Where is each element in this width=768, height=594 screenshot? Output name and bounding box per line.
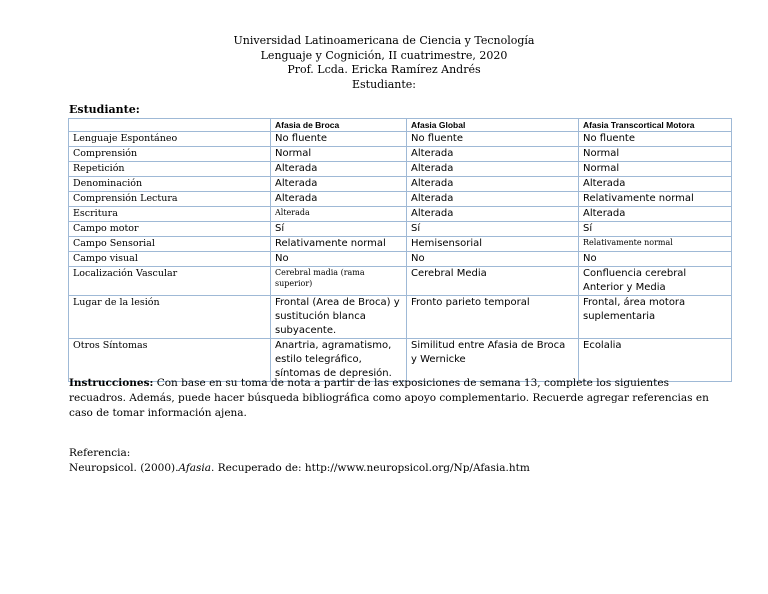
cell-broca: Frontal (Area de Broca) y sustitución blanca subyacente. xyxy=(271,296,407,339)
cell-global: Alterada xyxy=(407,147,579,162)
reference-title: Afasia xyxy=(178,462,212,474)
table-row xyxy=(69,162,732,177)
row-label: Lenguaje Espontáneo xyxy=(69,132,271,147)
table-row xyxy=(69,207,732,222)
table-row xyxy=(69,267,732,296)
cell-global: Fronto parieto temporal xyxy=(407,296,579,339)
student-label: Estudiante: xyxy=(69,103,140,116)
cell-global: Cerebral Media xyxy=(407,267,579,296)
cell-broca: Normal xyxy=(271,147,407,162)
student-line: Estudiante: xyxy=(351,77,417,91)
row-label: Campo motor xyxy=(69,222,271,237)
cell-transcortical: Relativamente normal xyxy=(579,237,732,252)
cell-transcortical: Frontal, área motora suplementaria xyxy=(579,296,732,339)
table-row xyxy=(69,192,732,207)
table-row xyxy=(69,132,732,147)
cell-transcortical: No xyxy=(579,252,732,267)
cell-transcortical: No fluente xyxy=(579,132,732,147)
cell-broca: Relativamente normal xyxy=(271,237,407,252)
instructions-text: Con base en su toma de nota a partir de las exposiciones de semana 13, complete los siguientes recuadros. Además, puede hacer búsqueda bibliográfica como apoyo complementario. Recuerde agregar referencias en caso de tomar información ajena. xyxy=(69,377,709,419)
row-label: Campo visual xyxy=(69,252,271,267)
cell-global: Alterada xyxy=(407,162,579,177)
instructions-paragraph xyxy=(69,376,709,421)
reference-citation xyxy=(69,461,709,476)
cell-global: Alterada xyxy=(407,192,579,207)
row-label: Escritura xyxy=(69,207,271,222)
reference-section xyxy=(69,446,709,476)
table-row xyxy=(69,252,732,267)
cell-global: Hemisensorial xyxy=(407,237,579,252)
cell-global: Similitud entre Afasia de Broca y Wernicke xyxy=(407,339,579,382)
cell-broca: Alterada xyxy=(271,177,407,192)
row-label: Localización Vascular xyxy=(69,267,271,296)
cell-global: Sí xyxy=(407,222,579,237)
reference-link: . Recuperado de: http://www.neuropsicol.org/Np/Afasia.htm xyxy=(211,462,530,474)
cell-transcortical: Alterada xyxy=(579,177,732,192)
cell-transcortical: Confluencia cerebral Anterior y Media xyxy=(579,267,732,296)
cell-transcortical: Relativamente normal xyxy=(579,192,732,207)
cell-global: No xyxy=(407,252,579,267)
cell-broca: No xyxy=(271,252,407,267)
table-row xyxy=(69,177,732,192)
reference-label: Referencia: xyxy=(69,447,131,459)
row-label: Campo Sensorial xyxy=(69,237,271,252)
aphasia-comparison-table xyxy=(68,118,732,382)
row-label: Repetición xyxy=(69,162,271,177)
row-label: Denominación xyxy=(69,177,271,192)
cell-broca: Sí xyxy=(271,222,407,237)
row-label: Comprensión xyxy=(69,147,271,162)
column-header-transcortical: Afasia Transcortical Motora xyxy=(579,119,732,132)
column-header-broca: Afasia de Broca xyxy=(271,119,407,132)
university-name: Universidad Latinoamericana de Ciencia y Tecnología xyxy=(233,34,535,47)
document-header xyxy=(0,34,768,92)
cell-broca: Alterada xyxy=(271,207,407,222)
cell-global: No fluente xyxy=(407,132,579,147)
column-header-global: Afasia Global xyxy=(407,119,579,132)
cell-transcortical: Sí xyxy=(579,222,732,237)
cell-transcortical: Normal xyxy=(579,162,732,177)
cell-broca: Alterada xyxy=(271,162,407,177)
cell-broca: Cerebral madia (rama superior) xyxy=(271,267,407,296)
cell-transcortical: Alterada xyxy=(579,207,732,222)
cell-global: Alterada xyxy=(407,207,579,222)
table-row xyxy=(69,296,732,339)
cell-broca: Alterada xyxy=(271,192,407,207)
table-row xyxy=(69,147,732,162)
professor-name: Prof. Lcda. Ericka Ramírez Andrés xyxy=(287,63,481,76)
cell-global: Alterada xyxy=(407,177,579,192)
table-row xyxy=(69,237,732,252)
instructions-label: Instrucciones: xyxy=(69,377,154,389)
cell-broca: No fluente xyxy=(271,132,407,147)
cell-transcortical: Normal xyxy=(579,147,732,162)
course-name: Lenguaje y Cognición, II cuatrimestre, 2020 xyxy=(260,48,508,62)
row-label: Comprensión Lectura xyxy=(69,192,271,207)
table-header-row xyxy=(69,119,732,132)
cell-broca: Anartria, agramatismo, estilo telegráfico, síntomas de depresión. xyxy=(271,339,407,382)
cell-transcortical: Ecolalia xyxy=(579,339,732,382)
table-row xyxy=(69,222,732,237)
row-label: Lugar de la lesión xyxy=(69,296,271,339)
row-label: Otros Síntomas xyxy=(69,339,271,382)
column-header-empty xyxy=(69,119,271,132)
reference-author: Neuropsicol. (2000). xyxy=(69,462,179,474)
